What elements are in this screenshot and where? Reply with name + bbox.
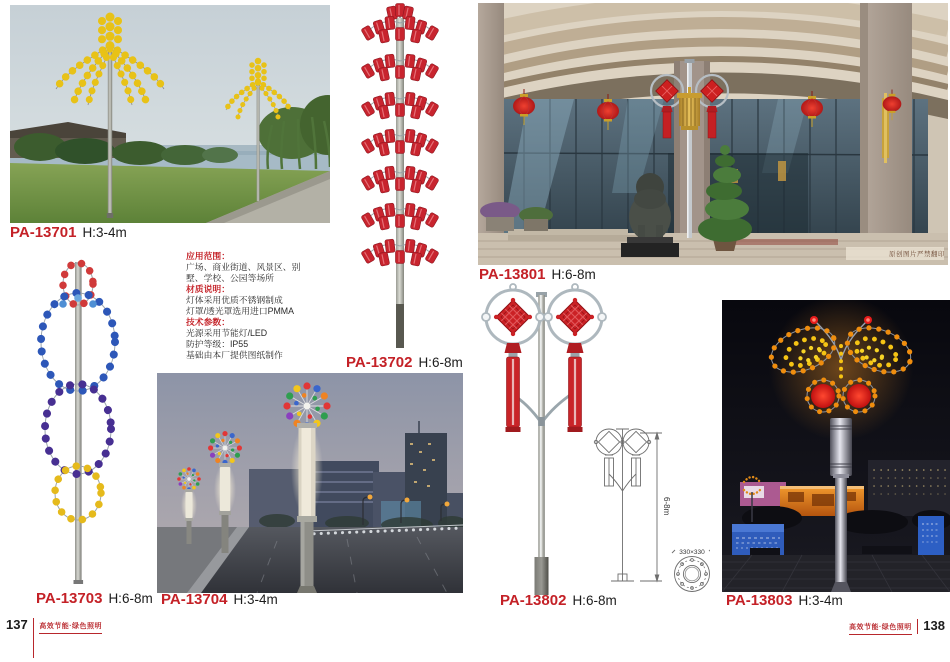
photo-watermark: 原创图片严禁翻印 (889, 251, 945, 258)
info-line: 基础由本厂提供图纸制作 (186, 350, 283, 360)
product-height: H:6-8m (418, 355, 463, 370)
dimension-drawing (594, 429, 710, 592)
loop-ball-lamp-illustration (18, 252, 168, 590)
product-code: PA-13704 (161, 591, 228, 608)
info-line: 墅、学校、公园等场所 (186, 273, 274, 283)
photo-pa13701 (10, 5, 330, 223)
butterfly-lamp-photo-illustration (722, 300, 950, 592)
pole-height-dimension: 6-8m (662, 497, 671, 516)
product-label-pa13803 (726, 593, 843, 609)
image-pa13702 (330, 0, 470, 348)
product-code: PA-13703 (36, 590, 103, 607)
product-label-pa13701 (10, 225, 127, 241)
info-section-title: 材质说明： (186, 284, 230, 294)
page-number-left: 137 (6, 617, 28, 632)
flange-dimension: 330×330 (679, 549, 705, 556)
product-height: H:6-8m (551, 267, 596, 282)
red-tier-lamp-illustration (330, 0, 470, 348)
product-label-pa13801 (479, 267, 596, 283)
knot-lamp-drawing (480, 283, 710, 598)
entrance-photo-illustration (478, 3, 948, 265)
photo-pa13803 (722, 300, 950, 592)
footer-left (6, 618, 102, 658)
info-line: 防护等级：IP55 (186, 339, 249, 349)
info-line: 灯罩/透光罩选用进口PMMA (186, 306, 295, 316)
footer-right (849, 619, 945, 635)
info-line: 灯体采用优质不锈钢制成 (186, 295, 283, 305)
info-section-title: 应用范围： (186, 251, 230, 261)
info-section-title: 技术参数： (186, 317, 230, 327)
image-pa13703 (18, 252, 168, 590)
product-height: H:6-8m (572, 593, 617, 608)
product-code: PA-13701 (10, 224, 77, 241)
product-height: H:3-4m (233, 592, 278, 607)
photo-pa13801 (478, 3, 948, 265)
product-code: PA-13801 (479, 266, 546, 283)
product-code: PA-13803 (726, 592, 793, 609)
street-photo-illustration (157, 373, 463, 593)
product-label-pa13703 (36, 591, 153, 607)
info-line: 广场、商业街道、风景区、别 (186, 262, 301, 272)
product-height: H:6-8m (108, 591, 153, 606)
footer-slogan-left: 高效节能·绿色照明 (39, 621, 102, 634)
footer-divider-right (917, 619, 919, 634)
product-height: H:3-4m (798, 593, 843, 608)
product-label-pa13802 (500, 593, 617, 609)
page-number-right: 138 (923, 618, 945, 633)
park-photo-illustration (10, 5, 330, 223)
product-label-pa13704 (161, 592, 278, 608)
photo-pa13704 (157, 373, 463, 593)
image-pa13802 (480, 283, 710, 598)
product-code: PA-13702 (346, 354, 413, 371)
footer-slogan-right: 高效节能·绿色照明 (849, 622, 912, 635)
product-label-pa13702 (346, 355, 463, 371)
product-info-block (186, 251, 328, 361)
product-height: H:3-4m (82, 225, 127, 240)
footer-divider-left (33, 618, 35, 658)
product-code: PA-13802 (500, 592, 567, 609)
info-line: 光源采用节能灯/LED (186, 328, 268, 338)
